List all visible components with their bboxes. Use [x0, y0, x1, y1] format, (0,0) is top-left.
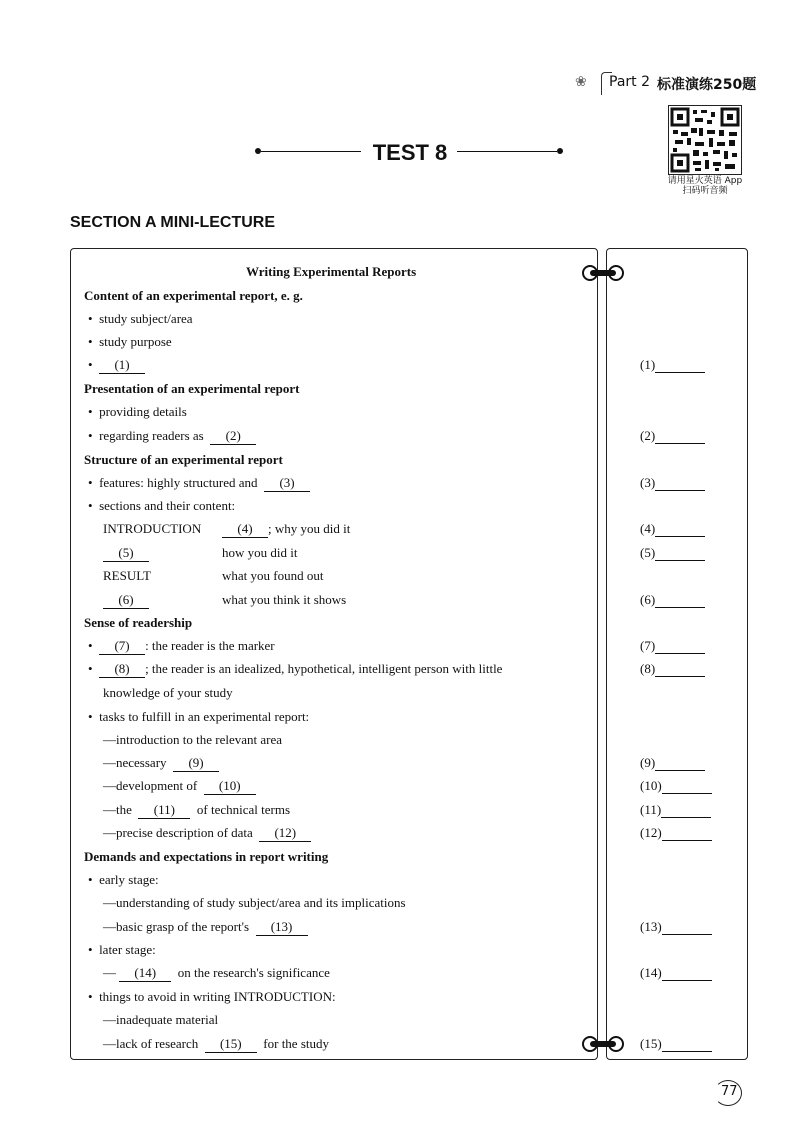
- answer-6[interactable]: (6): [640, 592, 705, 608]
- blank-12[interactable]: (12): [259, 825, 311, 842]
- answer-14[interactable]: (14): [640, 965, 712, 981]
- list-item: • sections and their content:: [88, 498, 236, 513]
- part-header: [575, 72, 765, 96]
- series-label: 标准演练250题: [657, 77, 757, 93]
- sub-item: —inadequate material: [103, 1012, 219, 1027]
- title-right-rule: [457, 151, 557, 152]
- answer-15[interactable]: (15): [640, 1036, 712, 1052]
- heading-presentation: Presentation of an experimental report: [84, 381, 300, 396]
- binder-ring-top-icon: [580, 263, 626, 283]
- sub-item: —development of (10): [103, 778, 256, 795]
- test-title-row: [255, 140, 565, 164]
- page-number-text: 77: [721, 1084, 738, 1099]
- answer-11[interactable]: (11): [640, 802, 711, 818]
- list-item: • later stage:: [88, 942, 156, 957]
- list-item: • early stage:: [88, 872, 159, 887]
- list-item: • regarding readers as (2): [88, 428, 256, 445]
- list-item: [103, 545, 149, 562]
- list-item: • tasks to fulfill in an experimental report:: [88, 709, 310, 724]
- sub-item: — (14) on the research's significance: [103, 965, 330, 980]
- blank-11[interactable]: (11): [138, 802, 190, 819]
- qr-caption-line2: 扫码听音频: [682, 186, 728, 196]
- binder-ring-bottom-icon: [580, 1034, 626, 1054]
- sub-item: —lack of research (15) for the study: [103, 1036, 329, 1051]
- list-item: • features: highly structured and (3): [88, 475, 310, 492]
- section-name: INTRODUCTION: [103, 521, 202, 536]
- section-content: how you did it: [222, 545, 298, 560]
- list-item: • things to avoid in writing INTRODUCTION:: [88, 989, 336, 1004]
- sub-item: —basic grasp of the report's (13): [103, 919, 308, 936]
- blank-14[interactable]: (14): [119, 965, 171, 982]
- sub-item: —introduction to the relevant area: [103, 732, 283, 747]
- answer-4[interactable]: (4): [640, 521, 705, 537]
- list-item: • (8) ; the reader is an idealized, hypothetical, intelligent person with little: [88, 661, 503, 676]
- blank-6[interactable]: (6): [103, 592, 149, 609]
- list-item: • study purpose: [88, 334, 172, 349]
- blank-13[interactable]: (13): [256, 919, 308, 936]
- answer-12[interactable]: (12): [640, 825, 712, 841]
- blank-4[interactable]: (4): [222, 521, 268, 538]
- page-number: [712, 1080, 742, 1106]
- list-item: (4) ; why you did it: [222, 521, 350, 538]
- title-right-dot: [557, 148, 563, 154]
- list-item: • study subject/area: [88, 311, 193, 326]
- answer-5[interactable]: (5): [640, 545, 705, 561]
- list-item: • providing details: [88, 404, 187, 419]
- qr-caption-line1: 请用星火英语 App: [667, 176, 743, 186]
- blank-2[interactable]: (2): [210, 428, 256, 445]
- list-item: • (7) : the reader is the marker: [88, 638, 275, 653]
- blank-15[interactable]: (15): [205, 1036, 257, 1053]
- answer-9[interactable]: (9): [640, 755, 705, 771]
- blank-10[interactable]: (10): [204, 778, 256, 795]
- blank-9[interactable]: (9): [173, 755, 219, 772]
- answer-13[interactable]: (13): [640, 919, 712, 935]
- section-heading: SECTION A MINI-LECTURE: [70, 214, 276, 231]
- part-label: Part 2: [609, 74, 650, 90]
- heading-structure: Structure of an experimental report: [84, 452, 283, 467]
- sub-item: —understanding of study subject/area and its implications: [103, 895, 406, 910]
- test-title: TEST 8: [372, 140, 448, 165]
- blank-1[interactable]: (1): [99, 357, 145, 374]
- heading-content: Content of an experimental report, e. g.: [84, 288, 303, 303]
- answer-3[interactable]: (3): [640, 475, 705, 491]
- answer-10[interactable]: (10): [640, 778, 712, 794]
- section-content: what you think it shows: [222, 592, 347, 607]
- list-item: • (1): [88, 357, 145, 374]
- heading-demands: Demands and expectations in report writing: [84, 849, 329, 864]
- lecture-title: Writing Experimental Reports: [246, 264, 417, 279]
- blank-5[interactable]: (5): [103, 545, 149, 562]
- section-name: RESULT: [103, 568, 151, 583]
- heading-readership: Sense of readership: [84, 615, 193, 630]
- answer-7[interactable]: (7): [640, 638, 705, 654]
- section-content: what you found out: [222, 568, 324, 583]
- answer-1[interactable]: (1): [640, 357, 705, 373]
- list-item: [103, 592, 149, 609]
- qr-caption: [655, 176, 755, 196]
- answer-2[interactable]: (2): [640, 428, 705, 444]
- decorative-flourish-icon: ❀: [575, 74, 587, 90]
- title-left-rule: [261, 151, 361, 152]
- blank-3[interactable]: (3): [264, 475, 310, 492]
- qr-code-icon[interactable]: [668, 105, 742, 175]
- sub-item: —necessary (9): [103, 755, 219, 772]
- sub-item: —the (11) of technical terms: [103, 802, 291, 817]
- blank-7[interactable]: (7): [99, 638, 145, 655]
- list-item-continued: knowledge of your study: [103, 685, 233, 700]
- answer-8[interactable]: (8): [640, 661, 705, 677]
- blank-8[interactable]: (8): [99, 661, 145, 678]
- sub-item: —precise description of data (12): [103, 825, 311, 842]
